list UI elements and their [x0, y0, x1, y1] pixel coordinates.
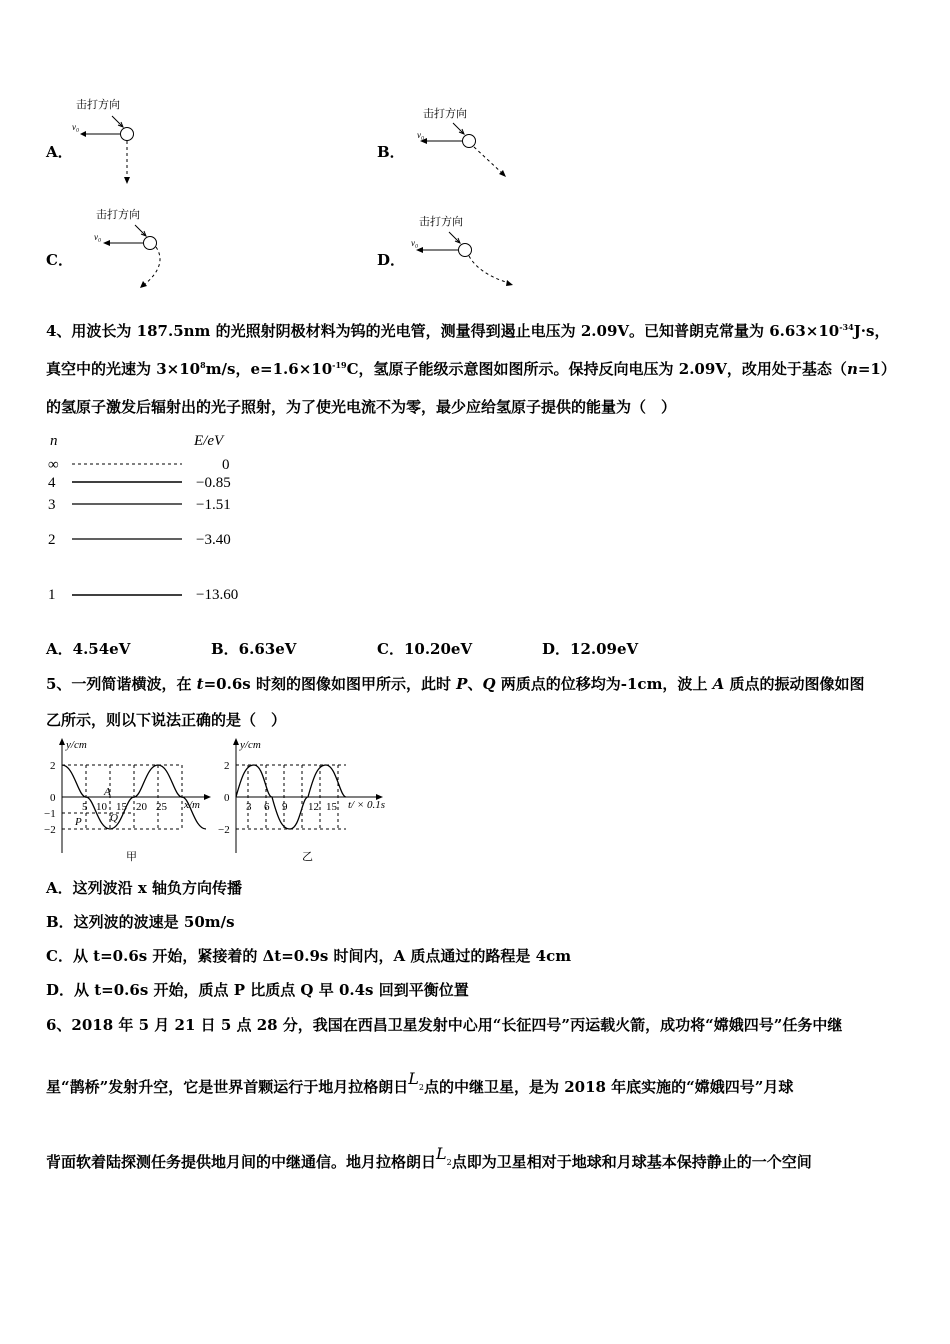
hit-label: 击打方向	[419, 216, 463, 228]
xlabel-a: x/m	[184, 799, 200, 811]
level-n-4: 4	[48, 475, 56, 491]
q4-choice-c[interactable]: C．10.20eV	[377, 640, 473, 658]
q5-line2: 乙所示，则以下说法正确的是（ ）	[46, 711, 287, 729]
level-e-inf: 0	[222, 457, 230, 473]
xtick-b-6: 6	[264, 801, 270, 813]
xtick-a-25: 25	[156, 801, 167, 813]
q4-choice-a[interactable]: A．4.54eV	[46, 640, 131, 658]
ylabel-b: y/cm	[240, 739, 261, 751]
hit-label: 击打方向	[423, 108, 467, 120]
v0-label: v₀	[411, 238, 419, 248]
diagram-option-b	[405, 100, 515, 185]
q5-line1: 5、一列简谐横波，在 t=0.6s 时刻的图像如图甲所示，此时 P、Q 两质点的位移均为-1cm，波上 A 质点的振动图像如图	[46, 675, 865, 693]
xtick-a-5: 5	[82, 801, 88, 813]
point-q: Q	[110, 812, 118, 824]
diagram-option-a	[60, 90, 170, 190]
q6-line3: 背面软着陆探测任务提供地月间的中继通信。地月拉格朗日$L_2$点即为卫星相对于地球和月球基本保持静止的一个空间	[46, 1144, 812, 1171]
wave-graph-a	[40, 735, 215, 865]
caption-b: 乙	[302, 851, 313, 863]
q4-choice-d[interactable]: D．12.09eV	[542, 640, 639, 658]
xtick-b-12: 12	[308, 801, 319, 813]
point-p: P	[75, 816, 82, 828]
xtick-b-15: 15	[326, 801, 337, 813]
ytick-a-m1: −1	[44, 808, 56, 820]
q4-choice-b[interactable]: B．6.63eV	[211, 640, 297, 658]
option-b-label: B．	[377, 143, 405, 161]
point-a: A	[104, 786, 111, 798]
q4-line1: 4、用波长为 187.5nm 的光照射阴极材料为钨的光电管，测量得到遏止电压为 2.09V。已知普朗克常量为 $6.63\times 10^{-34}J\cdot s$，	[46, 322, 890, 340]
hit-label: 击打方向	[76, 99, 120, 111]
ytick-a-m2: −2	[44, 824, 56, 836]
level-n-3: 3	[48, 497, 56, 513]
q6-line1: 6、2018 年 5 月 21 日 5 点 28 分，我国在西昌卫星发射中心用“长征四号”丙运载火箭，成功将“嫦娥四号”任务中继	[46, 1016, 843, 1034]
diagram-option-c	[80, 200, 190, 295]
level-e-4: −0.85	[196, 475, 231, 491]
q6-line2: 星“鹊桥”发射升空，它是世界首颗运行于地月拉格朗日$L_2$点的中继卫星，是为 2018 年底实施的“嫦娥四号”月球	[46, 1069, 794, 1096]
vibration-graph-b	[218, 735, 398, 865]
l2-symbol: L	[436, 1144, 447, 1163]
xlabel-b: t/ × 0.1s	[348, 799, 386, 811]
xtick-b-3: 3	[246, 801, 252, 813]
v0-label: v₀	[94, 232, 102, 242]
ytick-a-2: 2	[50, 760, 56, 772]
level-n-inf: ∞	[48, 457, 59, 473]
option-d-label: D．	[377, 251, 406, 269]
q5-choice-b[interactable]: B．这列波的波速是 50m/s	[46, 913, 235, 931]
n-axis-label: n	[50, 433, 58, 449]
q5-choice-d[interactable]: D．从 t=0.6s 开始，质点 P 比质点 Q 早 0.4s 回到平衡位置	[46, 981, 469, 999]
ytick-a-0: 0	[50, 792, 56, 804]
diagram-option-d	[405, 208, 520, 293]
option-a-label: A．	[46, 143, 73, 161]
option-c-label: C．	[46, 251, 73, 269]
level-e-1: −13.60	[196, 587, 239, 603]
hit-label: 击打方向	[96, 209, 140, 221]
level-e-2: −3.40	[196, 532, 231, 548]
ylabel-a: y/cm	[66, 739, 87, 751]
q4-line2: 真空中的光速为 $3\times 10^8m/s$，$e=1.6\times 10^{-19}C$，氢原子能级示意图如图所示。保持反向电压为 2.09V，改用处于基态（n=1）	[46, 360, 896, 378]
xtick-a-20: 20	[136, 801, 147, 813]
ytick-b-0: 0	[224, 792, 230, 804]
energy-level-diagram	[40, 425, 270, 610]
level-e-3: −1.51	[196, 497, 231, 513]
e-axis-label: E/eV	[194, 433, 224, 449]
q4-line3: 的氢原子激发后辐射出的光子照射，为了使光电流不为零，最少应给氢原子提供的能量为（ ）	[46, 398, 677, 416]
q5-choice-c[interactable]: C．从 t=0.6s 开始，紧接着的 Δt=0.9s 时间内，A 质点通过的路程是 4cm	[46, 947, 572, 965]
ytick-b-2: 2	[224, 760, 230, 772]
caption-a: 甲	[126, 851, 137, 863]
xtick-b-9: 9	[282, 801, 288, 813]
v0-label: v₀	[72, 122, 80, 132]
v0-label: v₀	[417, 130, 425, 140]
ytick-b-m2: −2	[218, 824, 230, 836]
level-n-1: 1	[48, 587, 56, 603]
xtick-a-10: 10	[96, 801, 107, 813]
xtick-a-15: 15	[116, 801, 127, 813]
level-n-2: 2	[48, 532, 56, 548]
q5-choice-a[interactable]: A．这列波沿 x 轴负方向传播	[46, 879, 243, 897]
l2-symbol: L	[408, 1069, 419, 1088]
